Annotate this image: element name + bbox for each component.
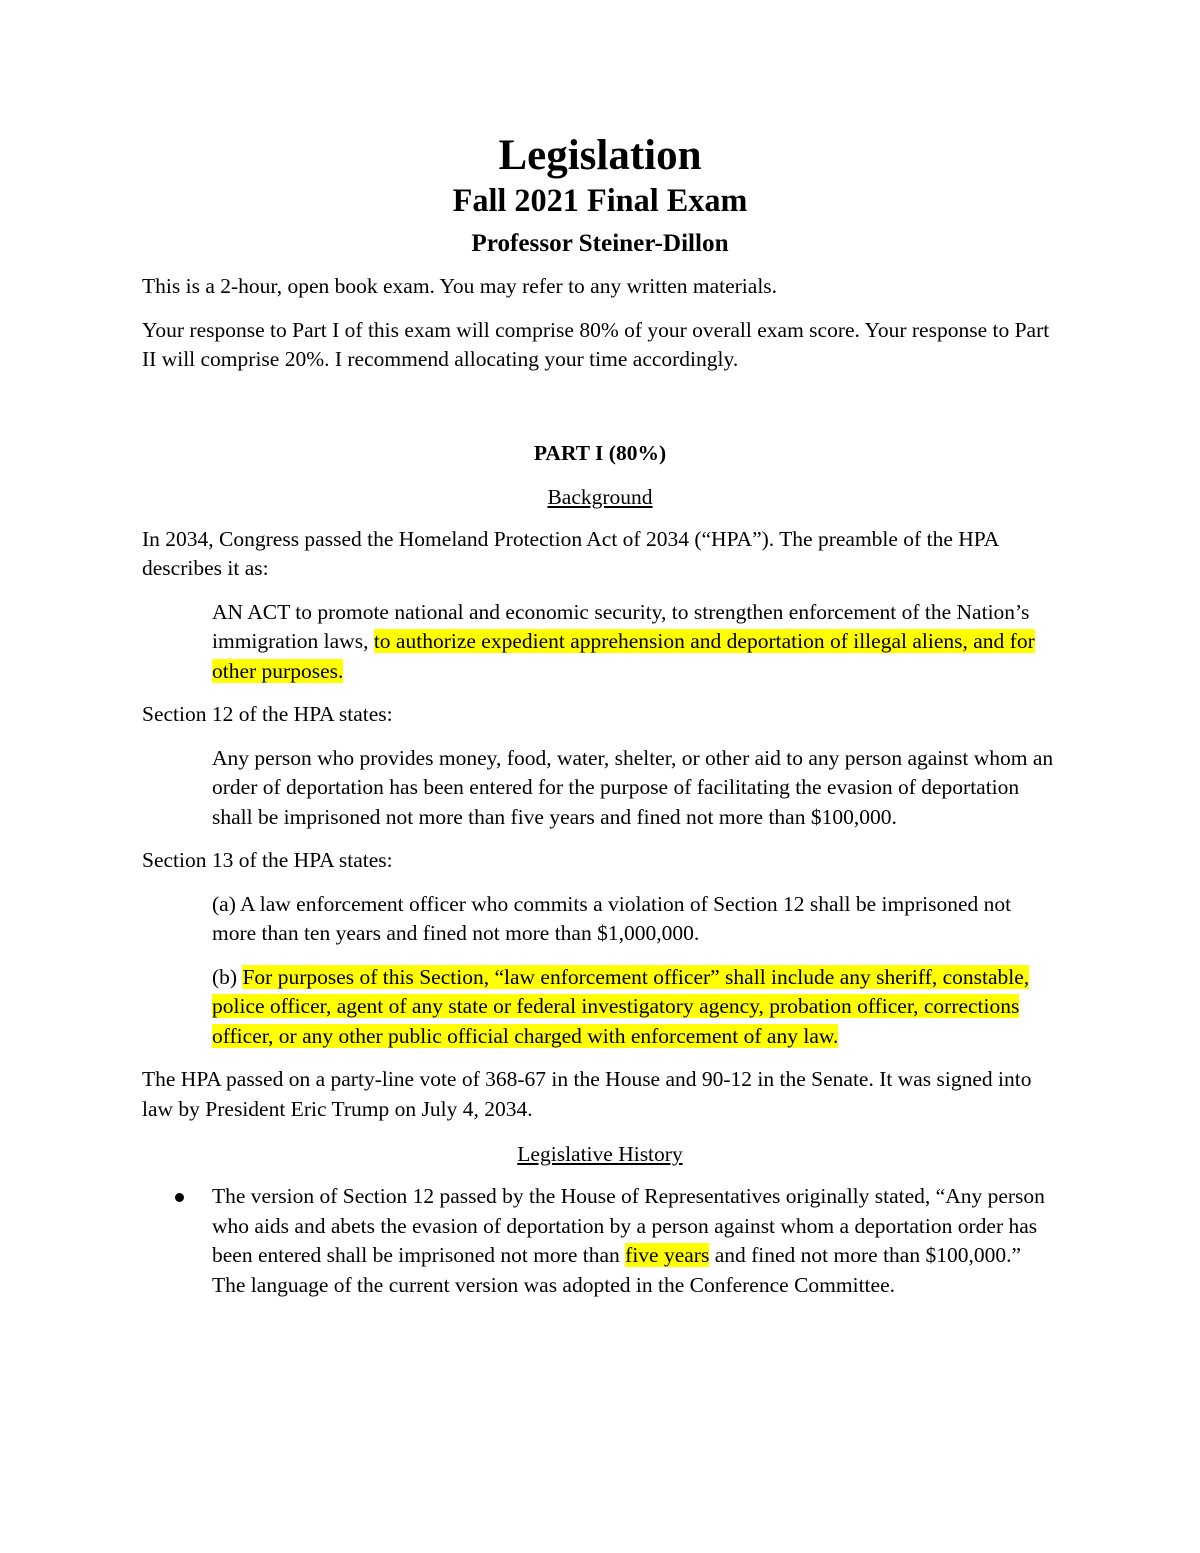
professor-name: Professor Steiner-Dillon xyxy=(471,230,729,257)
legislative-history-heading: Legislative History xyxy=(517,1142,683,1166)
section-12-text: Any person who provides money, food, water, shelter, or other aid to any person against whom an order of deportation has been entered for the purpose of facilitating the evasion of deportation shall be imprisoned not more than five years and fined not more than $100,000. xyxy=(212,745,1054,829)
passage-paragraph: The HPA passed on a party-line vote of 368-67 in the House and 90-12 in the Senate. It was signed into law by President Eric Trump on July 4, 2034. xyxy=(142,1067,1032,1121)
preamble-highlighted-text: to authorize expedient apprehension and deportation of illegal aliens, and for other purposes. xyxy=(212,629,1035,683)
list-item xyxy=(142,1182,1058,1300)
instructions-line-1: This is a 2-hour, open book exam. You may refer to any written materials. xyxy=(142,274,778,298)
preamble-plain-text: AN ACT to promote national and economic security, to strengthen enforcement of the Nation’s immigration laws, xyxy=(212,599,1030,653)
preamble-quote xyxy=(212,598,1058,687)
course-title: Legislation xyxy=(498,132,702,179)
section-12-intro: Section 12 of the HPA states: xyxy=(142,702,393,726)
bullet-text-before: The version of Section 12 passed by the House of Representatives originally stated, “Any person who aids and abets the evasion of deportation by a person against whom a deportation order has been entered shall be imprisoned not more than xyxy=(212,1184,1045,1267)
section-13a-text: (a) A law enforcement officer who commits a violation of Section 12 shall be imprisoned not more than ten years and fined not more than $1,000,000. xyxy=(212,891,1012,945)
section-13b-text xyxy=(212,963,1058,1052)
part-1-heading: PART I (80%) xyxy=(533,440,667,465)
bullet-text-after: and fined not more than $100,000.” The language of the current version was adopted in the Conference Committee. xyxy=(212,1243,1022,1297)
section-13b-prefix: (b) xyxy=(212,964,243,989)
background-heading: Background xyxy=(547,484,653,509)
bullet-icon xyxy=(175,1193,184,1202)
hpa-intro: In 2034, Congress passed the Homeland Protection Act of 2034 (“HPA”). The preamble of the HPA describes it as: xyxy=(142,526,999,580)
legislative-history-list xyxy=(142,1182,1058,1300)
bullet-highlighted-text: five years xyxy=(625,1243,710,1267)
instructions-line-2: Your response to Part I of this exam will comprise 80% of your overall exam score. Your response to Part II will comprise 20%. I recommend allocating your time accordingly. xyxy=(142,317,1050,371)
section-13-intro: Section 13 of the HPA states: xyxy=(142,848,393,872)
exam-title: Fall 2021 Final Exam xyxy=(452,182,748,218)
section-13b-highlighted-text: For purposes of this Section, “law enforcement officer” shall include any sheriff, constable, police officer, agent of any state or federal investigatory agency, probation officer, corrections officer, or any other public official charged with enforcement of any law. xyxy=(212,964,1030,1048)
document-body xyxy=(142,132,1058,1300)
